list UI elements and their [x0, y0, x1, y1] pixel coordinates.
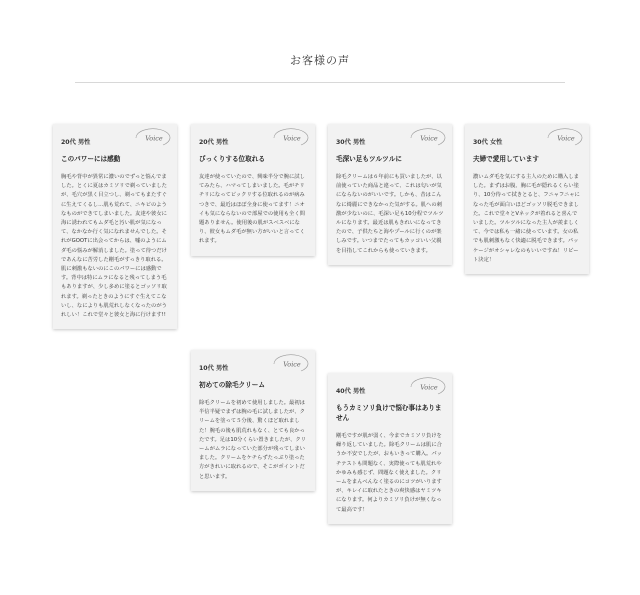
- testimonial-body: 剛毛ですが肌が弱く、今までカミソリ負けを繰り返していました。除毛クリームは肌に合うか不安でしたが、おもいきって購入。パッチテストも問題なく、実際使っても肌荒れやかゆみも感じず、問題なく使えました。クリームをまんべんなく塗るのにコツがいりますが、キレイに取れたときの爽快感はヤミツキになります。何よりカミソリ負けが無くなって最高です！: [336, 433, 442, 513]
- testimonial-body: 胸毛や背中が異常に濃いのでずっと悩んでました。とくに夏はカミソリで剃っていましたが、毛穴が黒く目立つし、剃ってもまたすぐに生えてくるし…肌も荒れて、ニキビのようなものができてしまいました。友達や彼女に海に誘われてもムダ毛と汚い肌が気になって、なかなか行く気になれませんでした。それがGOOTに出会ってからは、嘘のようにムダ毛の悩みが解消しました。塗って待つだけであんなに苦労した剛毛がすっきり取れる。肌に刺激もないのにこのパワーには感動です。背中は特にムラになると残ってしまう毛もありますが、少し多めに塗るとゴッソリ取れます。剃ったときのようにすぐ生えてこないし、なによりも肌荒れしなくなったのがうれしい！これで堂々と彼女と海に行けます!!: [61, 174, 167, 319]
- testimonial-card: [328, 373, 452, 524]
- testimonial-headline: 初めての除毛クリーム: [199, 381, 265, 389]
- testimonial-card: [53, 124, 177, 329]
- title-divider: [75, 82, 565, 83]
- customer-age: 40代 男性: [336, 388, 366, 395]
- testimonial-headline: このパワーには感動: [61, 155, 121, 163]
- customer-age: 20代 男性: [199, 139, 229, 146]
- voice-badge-icon: [408, 128, 448, 148]
- voice-badge-label: Voice: [420, 134, 438, 143]
- testimonial-card: [191, 124, 315, 256]
- testimonial-card: [191, 350, 315, 491]
- voice-badge-icon: [271, 354, 311, 374]
- testimonial-body: 除毛クリームは６年前にも買いましたが、以前使っていた商品と違って、これは匂いが気にならないのがいいです。しかも、昔はこんなに綺麗にできなかった気がする。肌への刺激が少ないのに、毛深い足も10分程でツルツルになります。最近は肌もきれいになってきたので、子供たちと海やプールに行くのが楽しみです。いつまでたってもカッコいい父親を目指してこれからも使っていきます。: [336, 174, 444, 254]
- testimonial-body: 友達が使っていたので、興味半分で腕に試してみたら、ハマってしまいました。毛がチリチリになってビックリする位取れるのが病みつきで、最近はほぼ全身に使ってます！ニオイも気にならないので部屋での使用も全く問題ありません。使用後の肌がスベスベになり、彼女もムダ毛が無い方がいいと言ってくれます。: [199, 174, 305, 245]
- customer-age: 20代 男性: [61, 139, 91, 146]
- voice-badge-icon: [408, 377, 448, 397]
- voice-badge-label: Voice: [145, 134, 163, 143]
- voice-badge-icon: [133, 128, 173, 148]
- voice-badge-label: Voice: [283, 360, 301, 369]
- testimonial-body: 濃いムダ毛を気にする主人のために購入しました。まずはお腹、胸に毛が隠れるくらい塗り、10分待って拭きとると、フニャフニャになった毛が面白いほどゴッソリ脱毛できました。これで堂々とVネックが着れると喜んでいました。ツルツルになった主人が羨ましくて、今では私も一緒に使っています。女の私でも肌刺激もなく快適に脱毛できます。パッケージがオシャレなのもいいですね！リピート決定！: [473, 174, 580, 263]
- section-title: お客様の声: [290, 54, 350, 67]
- voice-badge-label: Voice: [420, 383, 438, 392]
- testimonial-card: [465, 124, 589, 274]
- voice-badge-label: Voice: [283, 134, 301, 143]
- testimonial-body: 除毛クリームを初めて使用しました。最初は半信半疑でまずは腕の毛に試しましたが、クリームを塗って５分後、驚くほど取れました！腕毛の後も肌荒れもなく、とても良かったです。足は10分くらい置きましたが、クリームがムラになっていた部分が残ってしまいました。クリームをケチらずたっぷり塗った方がきれいに取れるので、そこがポイントだと思います。: [199, 400, 306, 480]
- customer-age: 30代 男性: [336, 139, 366, 146]
- voice-badge-icon: [271, 128, 311, 148]
- testimonial-headline: もうカミソリ負けで悩む事はありません: [336, 404, 442, 422]
- testimonial-headline: びっくりする位取れる: [199, 155, 265, 163]
- testimonial-headline: 夫婦で愛用しています: [473, 155, 539, 163]
- testimonial-card: [328, 124, 452, 265]
- customer-age: 10代 男性: [199, 365, 229, 372]
- customer-age: 30代 女性: [473, 139, 503, 146]
- voice-badge-label: Voice: [557, 134, 575, 143]
- testimonial-headline: 毛深い足もツルツルに: [336, 155, 402, 163]
- voice-badge-icon: [545, 128, 585, 148]
